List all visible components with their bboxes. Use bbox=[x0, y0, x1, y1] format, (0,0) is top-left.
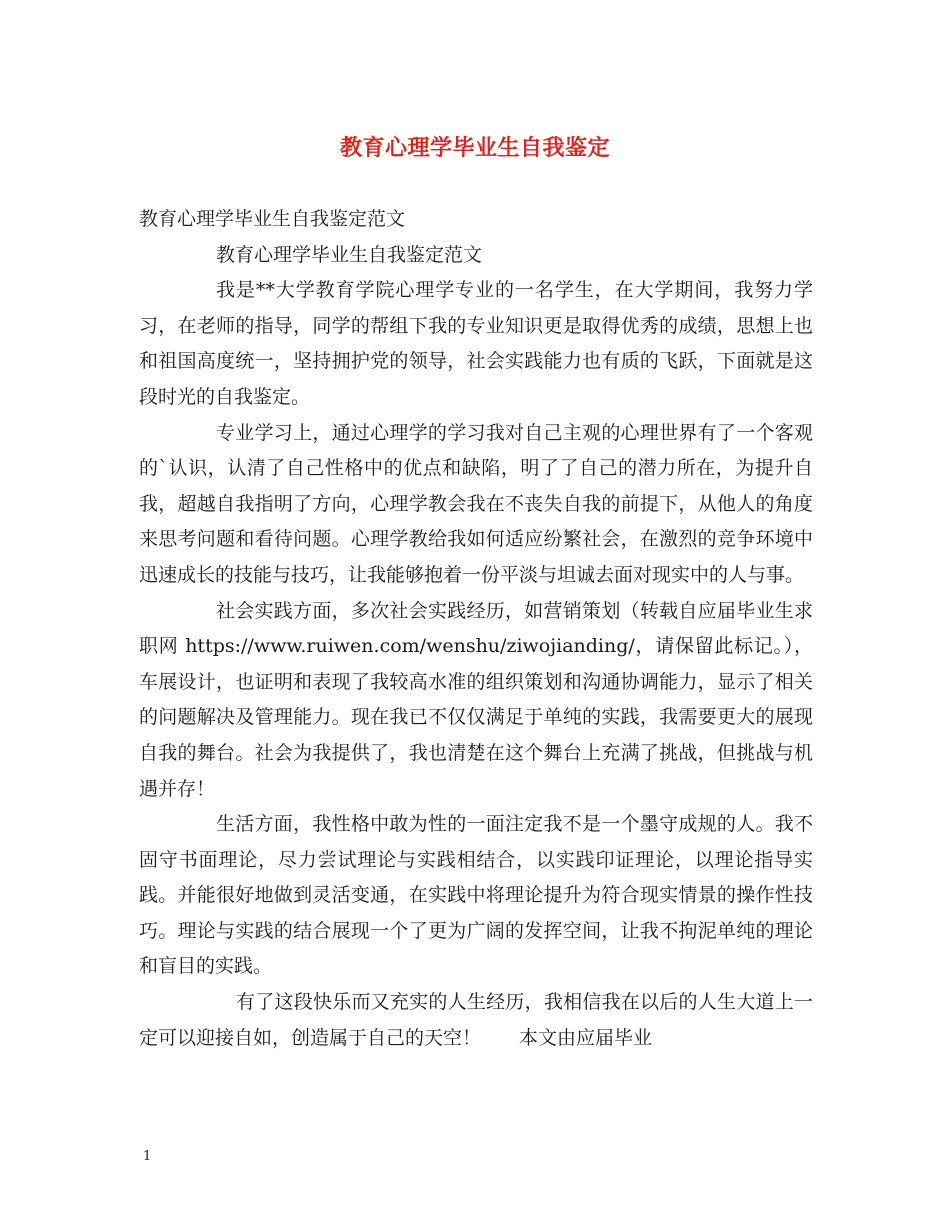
paragraph-practice: 社会实践方面，多次社会实践经历，如营销策划（转载自应届毕业生求职网 https://www.ruiwen.com/wenshu/ziwojianding/，请保留此标记。），车展设计，也证明和表现了我较高水准的组织策划和沟通协调能力，显示了相关的问题解决及管理能力。现在我已不仅仅满足于单纯的实践，我需要更大的展现自我的舞台。社会为我提供了，我也清楚在这个舞台上充满了挑战，但挑战与机遇并存！ bbox=[139, 599, 813, 800]
document-subheading: 教育心理学毕业生自我鉴定范文 bbox=[216, 243, 483, 266]
document-title: 教育心理学毕业生自我鉴定 bbox=[339, 135, 610, 161]
paragraph-conclusion: 有了这段快乐而又充实的人生经历，我相信我在以后的人生大道上一定可以迎接自如，创造属于自己的天空！ 本文由应届毕业 bbox=[139, 991, 813, 1049]
paragraph-life: 生活方面，我性格中敢为性的一面注定我不是一个墨守成规的人。我不固守书面理论，尽力尝试理论与实践相结合，以实践印证理论，以理论指导实践。并能很好地做到灵活变通，在实践中将理论提升为符合现实情景的操作性技巧。理论与实践的结合展现一个了更为广阔的发挥空间，让我不拘泥单纯的理论和盲目的实践。 bbox=[139, 813, 813, 978]
paragraph-intro: 我是**大学教育学院心理学专业的一名学生，在大学期间，我努力学习，在老师的指导，同学的帮组下我的专业知识更是取得优秀的成绩，思想上也和祖国高度统一，坚持拥护党的领导，社会实践能力也有质的飞跃，下面就是这段时光的自我鉴定。 bbox=[139, 279, 813, 408]
page-number: 1 bbox=[143, 1149, 152, 1164]
document-heading: 教育心理学毕业生自我鉴定范文 bbox=[139, 208, 406, 230]
paragraph-study: 专业学习上，通过心理学的学习我对自己主观的心理世界有了一个客观的`认识，认清了自己性格中的优点和缺陷，明了了自己的潜力所在，为提升自我，超越自我指明了方向，心理学教会我在不丧失自我的前提下，从他人的角度来思考问题和看待问题。心理学教给我如何适应纷繁社会，在激烈的竞争环境中迅速成长的技能与技巧，让我能够抱着一份平淡与坦诚去面对现实中的人与事。 bbox=[139, 421, 813, 586]
document-body bbox=[139, 202, 813, 1056]
